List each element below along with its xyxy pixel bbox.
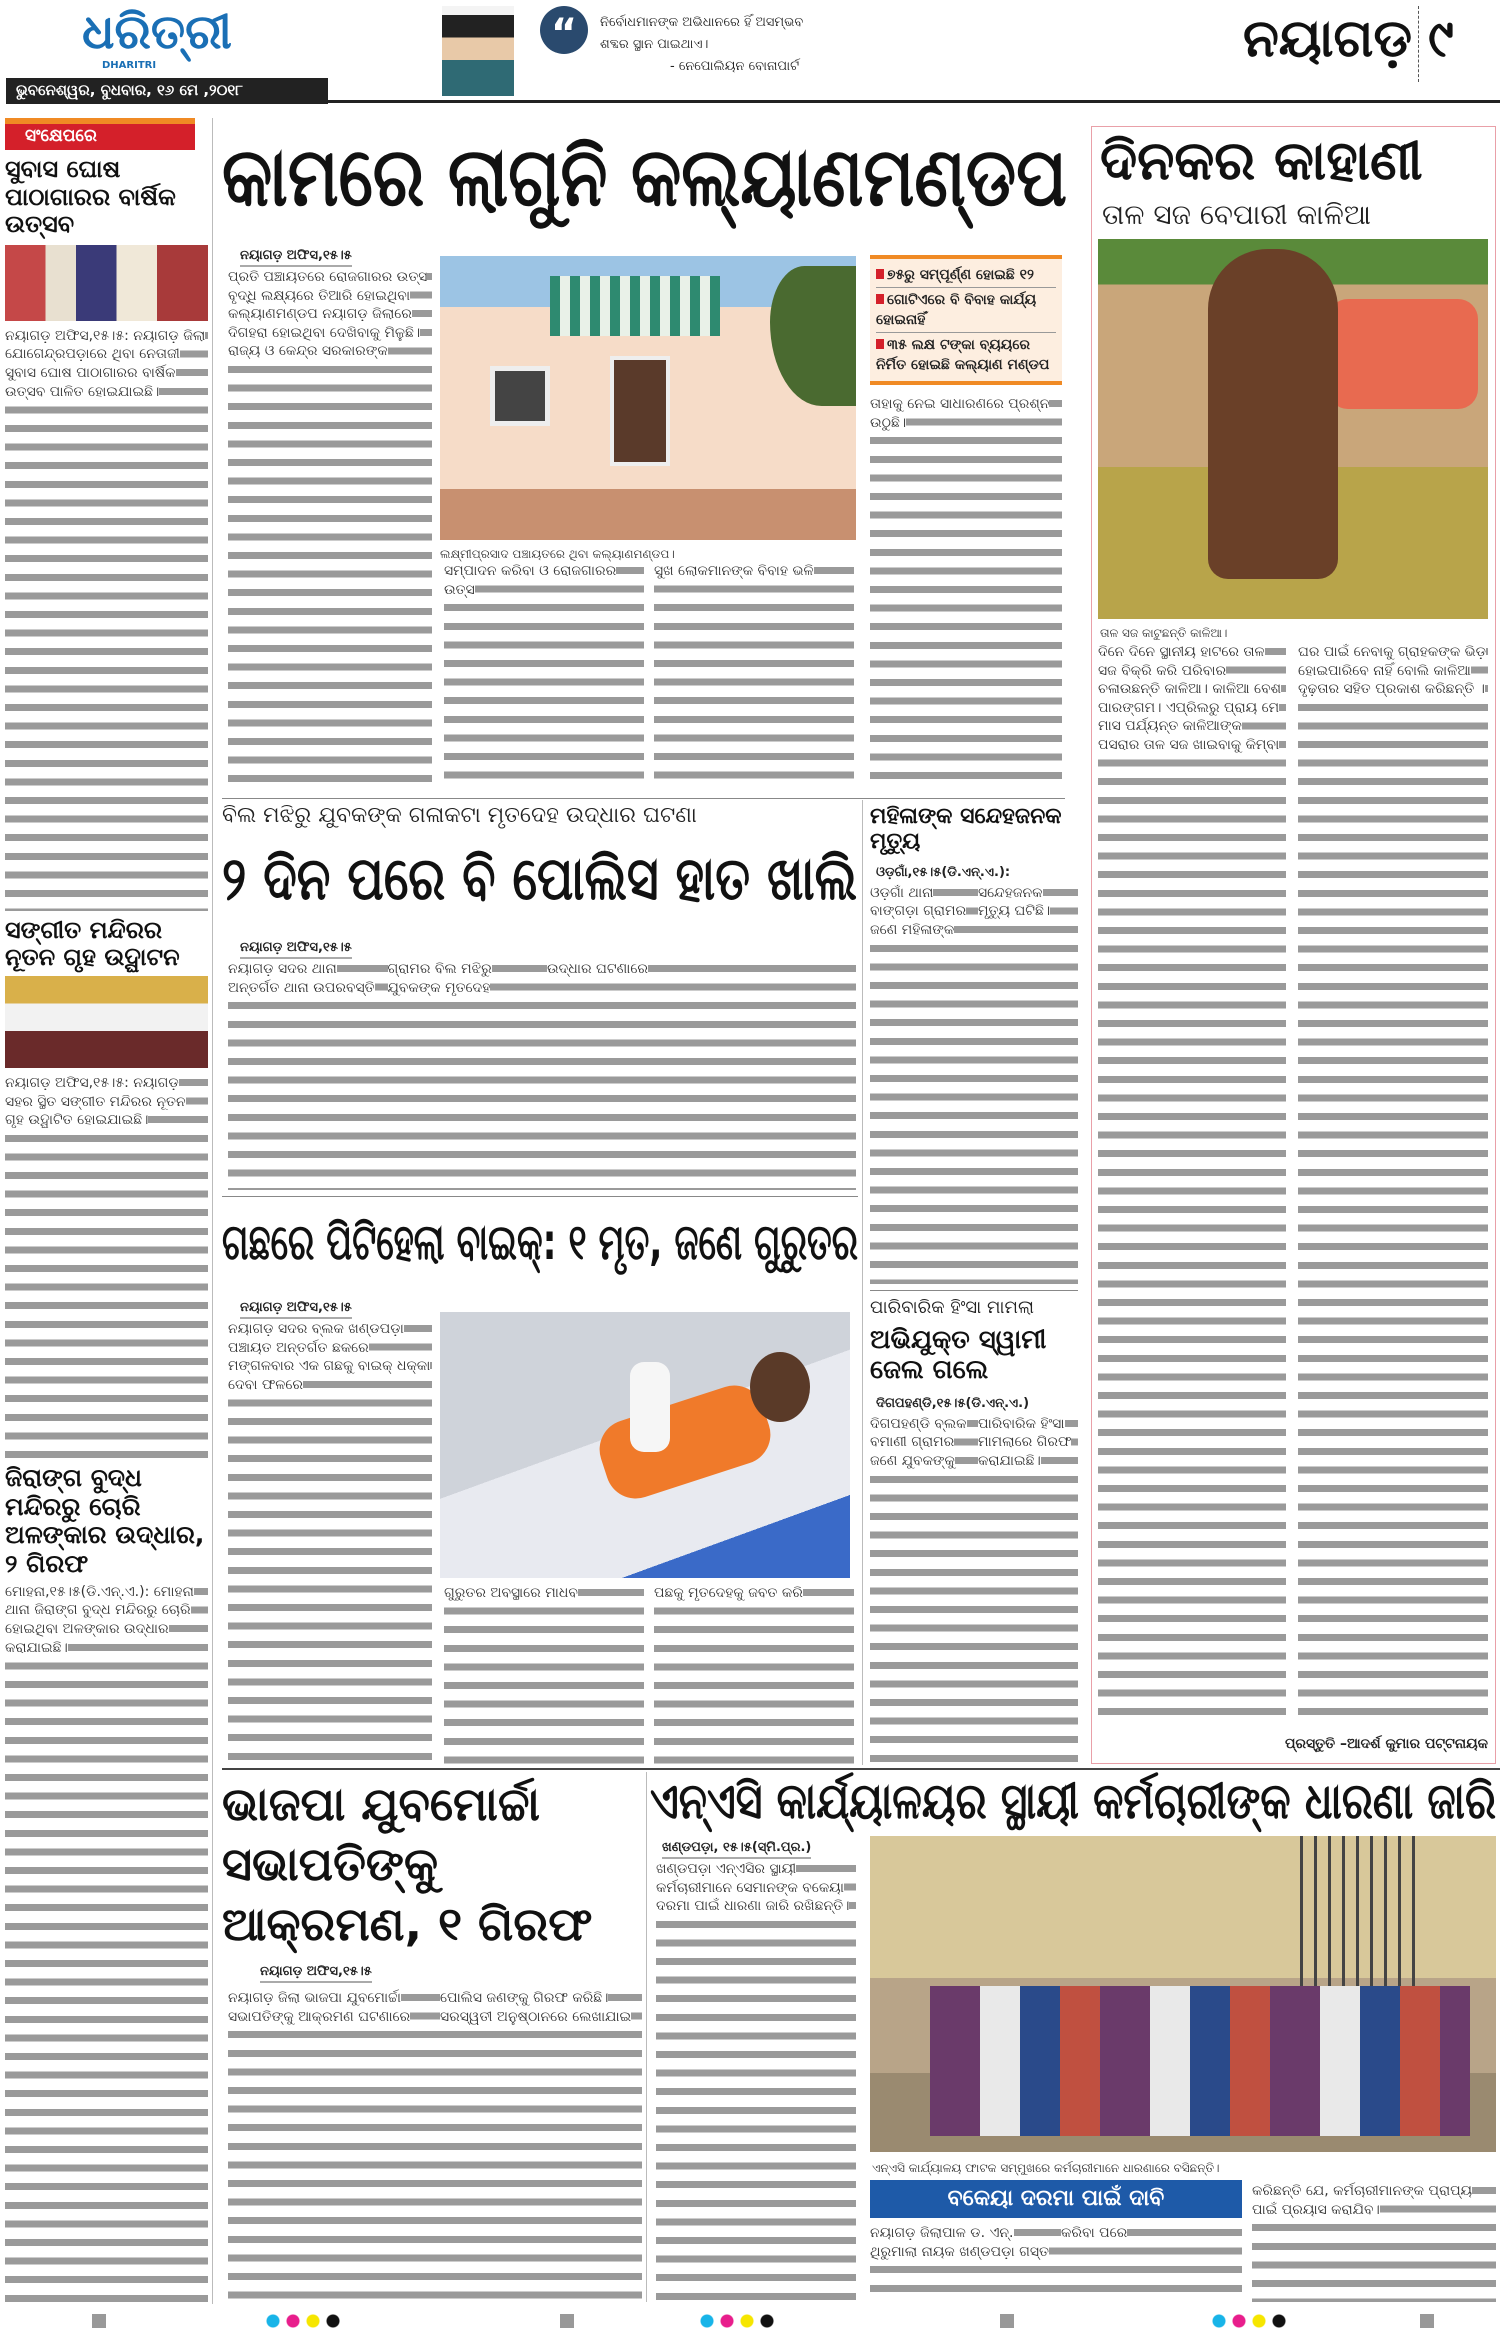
side2-story [870, 1296, 1078, 1764]
side2-kicker: ପାରିବାରିକ ହିଂସା ମାମଲା [870, 1297, 1034, 1318]
gray-swatch [1420, 2314, 1434, 2328]
bottom2-banner [870, 2180, 1242, 2218]
brief-body: ନୟାଗଡ଼ ଅଫିସ,୧୫।୫: ନୟାଗଡ଼ ସହର ସ୍ଥିତ ସଙ୍ଗୀତ ମନ୍ଦିରର ନୂତନ ଗୃହ ଉଦ୍ଘାଟିତ ହୋଇଯାଇଛି। [5, 1074, 208, 1458]
lead-photo-marriage-hall [440, 256, 856, 540]
bottom2-body-col1: ଖଣ୍ଡପଡ଼ା ଏନ୍‌ଏସିର ସ୍ଥାୟୀ କର୍ମଚାରୀମାନେ ସେମାନଙ୍କ ବକେୟା ଦରମା ପାଇଁ ଧାରଣା ଜାରି ରଖିଛନ୍ତି। [656, 1860, 856, 2300]
feature-body-col2: ଘର ପାଇଁ ନେବାକୁ ଗ୍ରାହକଙ୍କ ଭିଡ଼ ହୋଇପାରିବେ ନାହିଁ ବୋଲି କାଳିଆ ଦୃଢ଼ତାର ସହିତ ପ୍ରକାଶ କରିଛନ୍ତି । [1298, 643, 1488, 1725]
quote [600, 12, 900, 78]
photo-man [1208, 249, 1338, 579]
gray-swatch [92, 2314, 106, 2328]
highlight-item: ଗୋଟିଏରେ ବି ବିବାହ କାର୍ଯ୍ୟ ହୋଇନାହିଁ [876, 288, 1056, 333]
bottom1-story [222, 1774, 642, 2302]
bottom1-headline: ଭାଜପା ଯୁବମୋର୍ଚ୍ଚା ସଭାପତିଙ୍କୁ ଆକ୍ରମଣ, ୧ ଗିରଫ [222, 1777, 593, 1951]
story-divider [870, 1290, 1078, 1291]
photo-person-shirt [592, 1378, 778, 1507]
bottom2-body-col2: ନୟାଗଡ଼ ଜିଲାପାଳ ଡ. ଏନ୍‌. ଥିରୁମାଲା ନାୟକ ଖଣ୍ଡପଡ଼ା ଗସ୍ତ କରିବା ପରେ [870, 2224, 1242, 2302]
side1-dateline: ଓଡ଼ଗାଁ,୧୫।୫(ଡି.ଏନ୍‌.ଏ.): [876, 864, 1011, 880]
feature-title: ଦିନକର କାହାଣୀ [1100, 129, 1423, 192]
logo-text: ଧରିତ୍ରୀ [82, 4, 232, 60]
bottom2-banner-text: ବକେୟା ଦରମା ପାଇଁ ଦାବି [947, 2186, 1165, 2211]
feature-photo-caption: ତାଳ ସଜ କାଟୁଛନ୍ତି କାଳିଆ। [1100, 626, 1228, 640]
side2-body: ଦିଗପହଣ୍ଡି ବ୍ଲକ ବମାଣୀ ଗ୍ରାମର ଜଣେ ଯୁବକଙ୍କୁ ପାରିବାରିକ ହିଂସା ମାମଲାରେ ଗିରଫ କରାଯାଇଛି। [870, 1415, 1078, 1764]
date-bar [6, 78, 328, 104]
brief-headline: ସୁବାସ ଘୋଷ ପାଠାଗାରର ବାର୍ଷିକ ଉତ୍ସବ [5, 155, 176, 239]
photo-protesters [930, 1986, 1470, 2136]
lead-highlights-box [870, 255, 1062, 385]
lead-body-col4: ତାହାକୁ ନେଇ ସାଧାରଣରେ ପ୍ରଶ୍ନ ଉଠୁଛି। [870, 395, 1062, 790]
bottom2-photo-caption: ଏନ୍‌ଏସି କାର୍ଯ୍ୟାଳୟ ଫାଟକ ସମ୍ମୁଖରେ କର୍ମଚାରୀମାନେ ଧାରଣାରେ ବସିଛନ୍ତି। [872, 2161, 1220, 2175]
logo-en: DHARITRI [102, 60, 157, 71]
bottom1-body [228, 1989, 642, 2302]
bottom1-dateline: ନୟାଗଡ଼ ଅଫିସ,୧୫।୫ [260, 1964, 372, 1983]
lead-body-col3: ସୁଖ ଲୋକମାନଙ୍କ ବିବାହ ଭଳି [654, 562, 854, 790]
bottom2-headline: ଏନ୍‌ଏସି କାର୍ଯ୍ୟାଳୟର ସ୍ଥାୟୀ କର୍ମଚାରୀଙ୍କ ଧାରଣା ଜାରି [650, 1772, 1496, 1830]
brief-headline: ସଙ୍ଗୀତ ମନ୍ଦିରର ନୂତନ ଗୃହ ଉଦ୍ଘାଟନ [5, 915, 180, 972]
logo[interactable] [72, 4, 242, 72]
highlight-item: ୭୫ରୁ ସମ୍ପୂର୍ଣ୍ଣ ହୋଇଛି ୧୨ [876, 263, 1056, 288]
brief-body: ନୟାଗଡ଼ ଅଫିସ,୧୫।୫: ନୟାଗଡ଼ ଜିଲା ଯୋଗେନ୍ଦ୍ରପଡ଼ାରେ ଥିବା ନେତାଜୀ ସୁବାସ ଘୋଷ ପାଠାଗାରର ବାର୍ଷିକ ଉତ୍ସବ ପାଳିତ ହୋଇଯାଇଛି। [5, 327, 208, 911]
photo-gate [1300, 1836, 1420, 2006]
side1-story [870, 804, 1078, 1284]
lead-headline: କାମରେ ଲାଗୁନି କଲ୍ୟାଣମଣ୍ଡପ [222, 130, 1067, 225]
briefs-label [5, 124, 195, 150]
photo-hall-roof [550, 276, 720, 336]
bottom-rule [222, 1768, 1500, 1770]
section-title: ନୟାଗଡ଼ [1242, 9, 1412, 69]
story3-photo-injured [440, 1312, 850, 1578]
brief-photo-library [5, 245, 208, 321]
photo-person-head [750, 1352, 810, 1422]
lead-dateline: ନୟାଗଡ଼ ଅଫିସ,୧୫।୫ [240, 248, 352, 267]
lead-body-col2: ସମ୍ପାଦନ କରିବା ଓ ରୋଜଗାରର ଉତ୍ସ [444, 562, 644, 790]
masthead-rule [328, 100, 1500, 103]
gray-swatch [1000, 2314, 1014, 2328]
story3-body-col3: ପଛକୁ ମୃତଦେହକୁ ଜବତ କରି [654, 1584, 854, 1764]
date-text: ଭୁବନେଶ୍ୱର, ବୁଧବାର, ୧୬ ମେ ,୨୦୧୮ [16, 81, 244, 99]
color-dots [266, 2314, 346, 2328]
column-divider [646, 1772, 647, 2302]
story3-body-col2: ଗୁରୁତର ଅବସ୍ଥାରେ ମାଧବ [444, 1584, 644, 1764]
page-number: ୯ [1428, 9, 1454, 69]
story-divider [222, 798, 1065, 799]
story3-dateline: ନୟାଗଡ଼ ଅଫିସ,୧୫।୫ [240, 1300, 352, 1319]
bottom1-body-para: ନୟାଗଡ଼ ଜିଲା ଭାଜପା ଯୁବମୋର୍ଚ୍ଚା ସଭାପତିଙ୍କୁ ଆକ୍ରମଣ ଘଟଣାରେ ପୋଲିସ ଜଣଙ୍କୁ ଗିରଫ କରିଛି। [228, 1990, 609, 2025]
bottom2-photo-protest [870, 1836, 1496, 2152]
footer-registration-marks [0, 2306, 1500, 2334]
quote-author: - ନେପୋଲିୟନ ବୋନାପାର୍ଟ [670, 59, 800, 74]
story2-dateline: ନୟାଗଡ଼ ଅଫିସ,୧୫।୫ [240, 940, 352, 959]
highlight-item: ୩୫ ଲକ୍ଷ ଟଙ୍କା ବ୍ୟୟରେ ନିର୍ମିତ ହୋଇଛି କଲ୍ୟାଣ ମଣ୍ଡପ [876, 337, 1050, 373]
brief-photo-music [5, 976, 208, 1068]
lead-body-col1: ପ୍ରତି ପଞ୍ଚାୟତରେ ରୋଜଗାରର ଉତ୍ସ ବୃଦ୍ଧି ଲକ୍ଷ୍ୟରେ ତିଆରି ହୋଇଥିବା କଲ୍ୟାଣମଣ୍ଡପ ନୟାଗଡ଼ ଜିଲାରେ ଦିଗହରା ହୋଇଥିବା ଦେଖିବାକୁ ମିଳୁଛି। ରାଜ୍ୟ ଓ କେନ୍ଦ୍ର ସରକାରଙ୍କ [228, 268, 432, 790]
bullet-square-icon [876, 269, 884, 279]
bottom1-body-para: ସରସ୍ୱତୀ ଅନୁଷ୍ଠାନରେ ଲେଖାଯାଇ [440, 2008, 632, 2025]
photo-person-bandage [630, 1362, 670, 1452]
gray-swatch [560, 2314, 574, 2328]
story2-body: ନୟାଗଡ଼ ସଦର ଥାନା ଅନ୍ତର୍ଗତ ଥାନା ଉପରବସ୍ତି ଗ୍ରାମର ବିଲ ମଝିରୁ ଯୁବକଙ୍କ ମୃତଦେହ ଉଦ୍ଧାର ଘଟଣାରେ [228, 960, 856, 1190]
column-divider [862, 800, 863, 1765]
column-divider [212, 118, 213, 2304]
story2-kicker: ବିଲ ମଝିରୁ ଯୁବକଙ୍କ ଗଳାକଟା ମୃତଦେହ ଉଦ୍ଧାର ଘଟଣା [222, 803, 697, 828]
side2-dateline: ଦିଗପହଣ୍ଡି,୧୫।୫(ଡି.ଏନ୍‌.ଏ.) [876, 1395, 1030, 1411]
napoleon-portrait [442, 6, 514, 96]
story2-headline: ୨ ଦିନ ପରେ ବି ପୋଲିସ ହାତ ଖାଲି [222, 844, 857, 914]
lead-right-column [870, 255, 1062, 790]
feature-credit: ପ୍ରସ୍ତୁତି –ଆଦର୍ଶ କୁମାର ପଟ୍ଟନାୟକ [1284, 1736, 1488, 1752]
briefs-column [5, 118, 208, 2304]
quote-line: ନିର୍ବୋଧମାନଙ୍କ ଅଭିଧାନରେ ହିଁ ଅସମ୍ଭବ [600, 15, 804, 30]
photo-hall-tree [770, 266, 856, 406]
photo-hall-window [490, 366, 550, 426]
quote-icon: “ [540, 6, 588, 54]
photo-sack [1328, 299, 1478, 409]
brief-headline: ଜିରାଙ୍ଗ ବୁଦ୍ଧ ମନ୍ଦିରରୁ ଚୋରି ଅଳଙ୍କାର ଉଦ୍ଧାର, ୨ ଗିରଫ [5, 1462, 205, 1579]
color-dots [1212, 2314, 1292, 2328]
bottom2-dateline: ଖଣ୍ଡପଡ଼ା, ୧୫।୫(ସ୍ମି.ପ୍ର.) [662, 1840, 811, 1859]
page-divider [1418, 6, 1419, 82]
feature-subtitle: ତାଳ ସଜ ବେପାରୀ କାଳିଆ [1102, 198, 1371, 231]
lead-photo-caption: ଲକ୍ଷ୍ମୀପ୍ରସାଦ ପଞ୍ଚାୟତରେ ଥିବା କଲ୍ୟାଣମଣ୍ଡପ। [440, 547, 675, 561]
bullet-square-icon [876, 339, 884, 349]
story3-headline: ଗଛରେ ପିଟିହେଲା ବାଇକ୍‌: ୧ ମୃତ, ଜଣେ ଗୁରୁତର [222, 1213, 858, 1271]
story-divider [222, 1196, 858, 1197]
side2-headline: ଅଭିଯୁକ୍ତ ସ୍ୱାମୀ ଜେଲ ଗଲେ [870, 1325, 1047, 1385]
side1-body: ଓଡ଼ଗାଁ ଥାନା ବାଙ୍ଗଡ଼ା ଗ୍ରାମର ଜଣେ ମହିଳାଙ୍କ ସନ୍ଦେହଜନକ ମୃତ୍ୟୁ ଘଟିଛି। [870, 884, 1078, 1284]
briefs-label-text: ସଂକ୍ଷେପରେ [25, 126, 97, 146]
side1-headline: ମହିଳାଙ୍କ ସନ୍ଦେହଜନକ ମୃତ୍ୟୁ [870, 804, 1062, 855]
feature-box [1091, 126, 1496, 1764]
color-dots [700, 2314, 780, 2328]
bottom2-body-col3: କରିଛନ୍ତି ଯେ, କର୍ମଚାରୀମାନଙ୍କ ପ୍ରାପ୍ୟ ପାଇଁ ପ୍ରୟାସ କରାଯିବ। [1252, 2182, 1496, 2302]
feature-body-col1: ଦିନେ ଦିନେ ସ୍ଥାନୀୟ ହାଟରେ ତାଳ ସଜ ବିକ୍ରି କରି ପରିବାର ଚଳାଉଛନ୍ତି କାଳିଆ। କାଳିଆ ବେଶ ପାରଙ୍ଗମ। ଏପ୍ରିଲରୁ ପ୍ରାୟ ମେ ମାସ ପର୍ଯ୍ୟନ୍ତ କାଳିଆଙ୍କ ପସରାର ତାଳ ସଜ ଖାଇବାକୁ କିମ୍ବା [1098, 643, 1286, 1725]
quote-line: ଶବ୍ଦର ସ୍ଥାନ ପାଇଥାଏ। [600, 37, 709, 52]
bullet-square-icon [876, 294, 884, 304]
brief-body: ମୋହନା,୧୫।୫(ଡି.ଏନ୍‌.ଏ.): ମୋହନା ଥାନା ଜିରାଙ୍ଗ ବୁଦ୍ଧ ମନ୍ଦିରରୁ ଚୋରି ହୋଇଥିବା ଅଳଙ୍କାର ଉଦ୍ଧାର କରାଯାଇଛି। [5, 1583, 208, 2304]
photo-hall-door [610, 356, 670, 466]
story3-body-col1: ନୟାଗଡ଼ ସଦର ବ୍ଲକ ଖଣ୍ଡପଡ଼ା ପଞ୍ଚାୟତ ଅନ୍ତର୍ଗତ ଛକରେ ମଙ୍ଗଳବାର ଏକ ଗଛକୁ ବାଇକ୍‌ ଧକ୍କା ଦେବା ଫଳରେ [228, 1320, 432, 1765]
feature-photo-palm-seller [1098, 239, 1488, 619]
masthead [0, 0, 1500, 104]
